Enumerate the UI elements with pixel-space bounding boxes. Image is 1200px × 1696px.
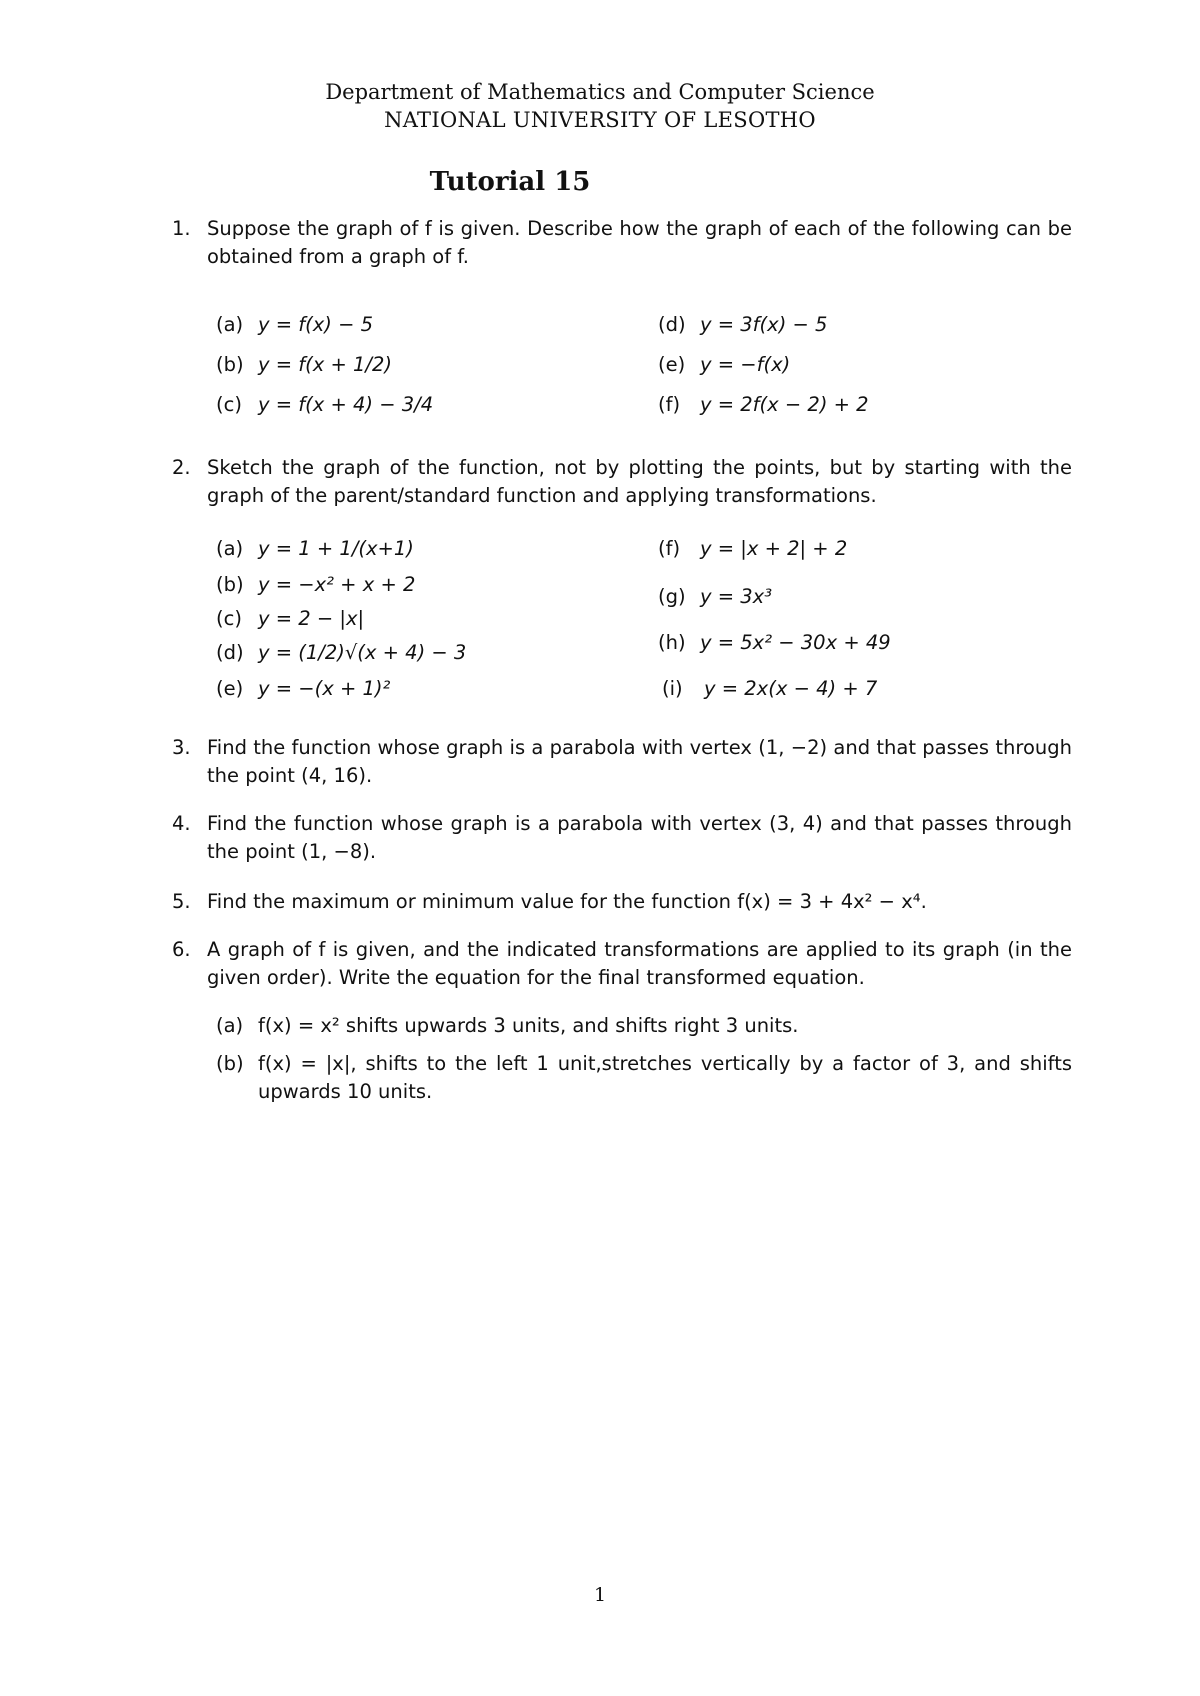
item-expression: y = 1 + 1/(x+1) xyxy=(258,537,414,560)
question-text: Sketch the graph of the function, not by plotting the points, but by starting with the graph of the parent/standard function and applying transformations. xyxy=(207,456,1072,507)
question-text: Find the function whose graph is a parabola with vertex (3, 4) and that passes through the point (1, −8). xyxy=(207,812,1072,863)
q1-item-d xyxy=(658,312,827,338)
item-label: (d) xyxy=(216,641,244,664)
question-number: 3. xyxy=(172,736,191,759)
item-expression: y = |x + 2| + 2 xyxy=(700,537,848,560)
question-number: 2. xyxy=(172,456,191,479)
item-label: (e) xyxy=(658,353,686,376)
q1-item-b xyxy=(216,352,392,378)
question-text: Find the maximum or minimum value for the function f(x) = 3 + 4x² − x⁴. xyxy=(207,890,927,913)
question-number: 1. xyxy=(172,217,191,240)
department-name: Department of Mathematics and Computer Science xyxy=(325,80,875,104)
item-label: (b) xyxy=(216,1052,244,1075)
question-1 xyxy=(172,215,1072,270)
item-label: (h) xyxy=(658,631,686,654)
item-label: (d) xyxy=(658,313,686,336)
item-expression: y = f(x + 1/2) xyxy=(258,353,393,376)
item-expression: y = f(x + 4) − 3/4 xyxy=(258,393,434,416)
item-expression: y = −f(x) xyxy=(700,353,791,376)
item-label: (c) xyxy=(216,607,242,630)
q6-item-b xyxy=(216,1050,1072,1105)
q2-item-i xyxy=(662,676,877,702)
item-expression: y = −(x + 1)² xyxy=(258,677,391,700)
tutorial-title: Tutorial 15 xyxy=(429,167,591,197)
item-label: (b) xyxy=(216,573,244,596)
q2-item-d xyxy=(216,640,466,666)
item-text: f(x) = |x|, shifts to the left 1 unit,stretches vertically by a factor of 3, and shifts upwards 10 units. xyxy=(258,1052,1072,1103)
item-expression: y = 5x² − 30x + 49 xyxy=(700,631,891,654)
q1-item-a xyxy=(216,312,373,338)
q1-item-c xyxy=(216,392,433,418)
item-expression: y = 2 − |x| xyxy=(258,607,365,630)
question-4 xyxy=(172,810,1072,865)
item-label: (e) xyxy=(216,677,244,700)
item-expression: y = 2f(x − 2) + 2 xyxy=(700,393,869,416)
question-text: Find the function whose graph is a parabola with vertex (1, −2) and that passes through the point (4, 16). xyxy=(207,736,1072,787)
item-expression: y = 2x(x − 4) + 7 xyxy=(704,677,878,700)
q6-item-a xyxy=(216,1012,1072,1040)
item-label: (i) xyxy=(662,677,683,700)
q1-item-e xyxy=(658,352,790,378)
question-number: 4. xyxy=(172,812,191,835)
item-label: (a) xyxy=(216,1014,244,1037)
question-text: Suppose the graph of f is given. Describe how the graph of each of the following can be obtained from a graph of f. xyxy=(207,217,1072,268)
item-expression: y = f(x) − 5 xyxy=(258,313,374,336)
q2-item-b xyxy=(216,572,415,598)
question-number: 5. xyxy=(172,890,191,913)
item-label: (b) xyxy=(216,353,244,376)
question-5 xyxy=(172,888,1072,916)
page-number: 1 xyxy=(593,1584,607,1606)
q2-item-f xyxy=(658,536,847,562)
question-2 xyxy=(172,454,1072,509)
item-label: (g) xyxy=(658,585,686,608)
question-6 xyxy=(172,936,1072,991)
question-number: 6. xyxy=(172,938,191,961)
item-expression: y = −x² + x + 2 xyxy=(258,573,416,596)
q2-item-a xyxy=(216,536,414,562)
item-label: (f) xyxy=(658,393,681,416)
q2-item-c xyxy=(216,606,364,632)
q2-item-h xyxy=(658,630,891,656)
question-3 xyxy=(172,734,1072,789)
item-expression: y = 3x³ xyxy=(700,585,773,608)
university-name: NATIONAL UNIVERSITY OF LESOTHO xyxy=(384,108,816,132)
item-text: f(x) = x² shifts upwards 3 units, and shifts right 3 units. xyxy=(258,1014,799,1037)
question-text: A graph of f is given, and the indicated transformations are applied to its graph (in the given order). Write the equation for the final transformed equation. xyxy=(207,938,1072,989)
item-expression: y = (1/2)√(x + 4) − 3 xyxy=(258,641,467,664)
item-label: (a) xyxy=(216,537,244,560)
q2-item-e xyxy=(216,676,390,702)
item-label: (a) xyxy=(216,313,244,336)
q1-item-f xyxy=(658,392,869,418)
item-label: (f) xyxy=(658,537,681,560)
item-expression: y = 3f(x) − 5 xyxy=(700,313,828,336)
q2-item-g xyxy=(658,584,772,610)
item-label: (c) xyxy=(216,393,242,416)
